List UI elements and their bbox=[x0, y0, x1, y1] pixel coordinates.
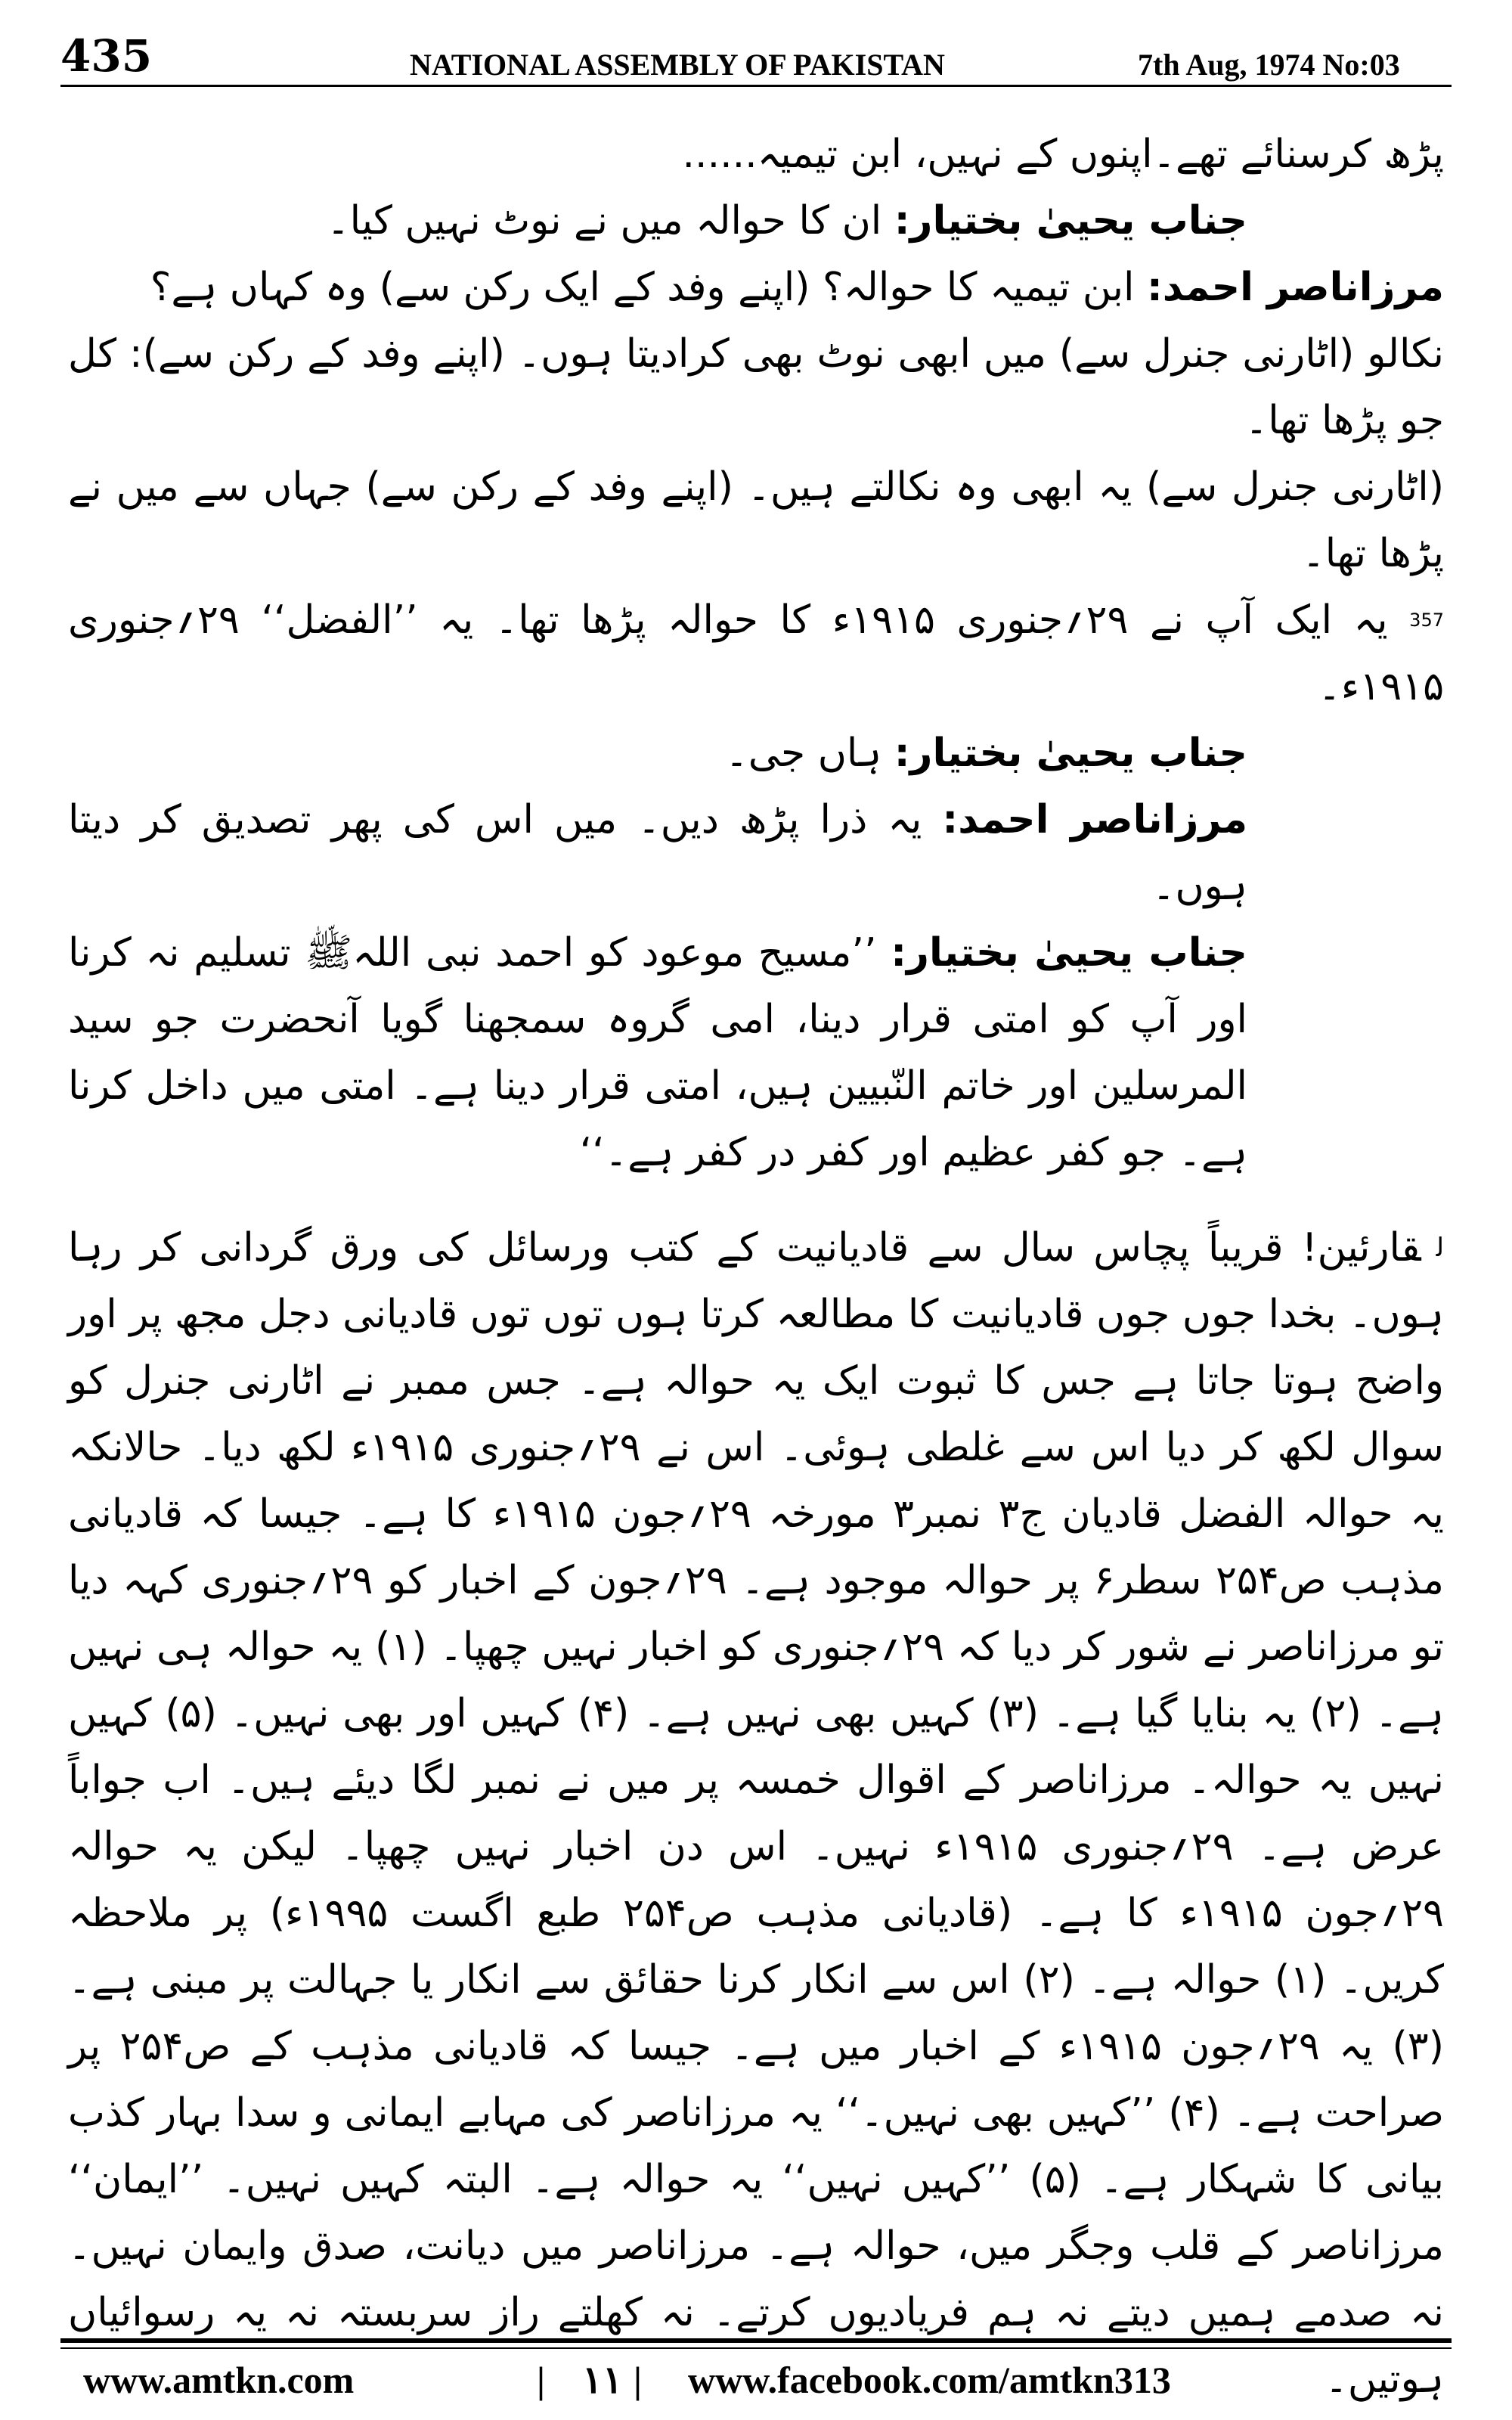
footer-page-marker: ۱۱ bbox=[582, 2359, 623, 2401]
speaker-name: جناب یحییٰ بختیار: bbox=[894, 731, 1247, 776]
line-text: ’’مسیح موعود کو احمد نبی اللہﷺ تسلیم نہ کرنا اور آپ کو امتی قرار دینا، امی گروہ سمجھنا گویا آنحضرت جو سید المرسلین اور خاتم النّبیین ہیں، امتی قرار دینا ہے۔ امتی میں داخل کرنا ہے۔ جو کفر عظیم اور کفر در کفر ہے۔‘‘ bbox=[68, 930, 1247, 1175]
line-text: (اٹارنی جنرل سے) یہ ابھی وہ نکالتے ہیں۔ (اپنے وفد کے رکن سے) جہاں سے میں نے پڑھا تھا۔ bbox=[68, 464, 1444, 576]
body-line bbox=[68, 587, 1444, 720]
body-line bbox=[68, 454, 1444, 587]
line-text: یہ ایک آپ نے ۲۹؍جنوری ۱۹۱۵ء کا حوالہ پڑھا تھا۔ یہ ’’الفضل‘‘ ۲۹؍جنوری ۱۹۱۵ء۔ bbox=[68, 597, 1444, 709]
header-title: NATIONAL ASSEMBLY OF PAKISTAN bbox=[410, 48, 945, 82]
body-line bbox=[68, 920, 1444, 1186]
speaker-name: جناب یحییٰ بختیار: bbox=[891, 930, 1247, 976]
speaker-name: مرزاناصر احمد: bbox=[1146, 265, 1444, 310]
footer-website-link[interactable]: www.amtkn.com bbox=[83, 2359, 355, 2401]
line-text: پڑھ کرسنائے تھے۔اپنوں کے نہیں، ابن تیمیہ...... bbox=[682, 132, 1444, 177]
page-number: 435 bbox=[60, 30, 153, 82]
page-footer bbox=[60, 2358, 1452, 2411]
line-text: ان کا حوالہ میں نے نوٹ نہیں کیا۔ bbox=[327, 198, 882, 244]
page-header bbox=[60, 30, 1452, 91]
section-gap bbox=[68, 1186, 1444, 1215]
footer-facebook-link[interactable]: www.facebook.com/amtkn313 bbox=[688, 2359, 1171, 2401]
footer-separator: | bbox=[634, 2359, 643, 2401]
document-body bbox=[68, 121, 1444, 2412]
line-text: یہ ذرا پڑھ دیں۔ میں اس کی پھر تصدیق کر دیتا ہوں۔ bbox=[68, 797, 1247, 909]
header-divider bbox=[60, 85, 1452, 87]
footnote-mark: ل bbox=[1436, 1233, 1444, 1263]
footer-divider-thick bbox=[60, 2338, 1452, 2343]
body-line bbox=[68, 720, 1444, 786]
body-line bbox=[68, 254, 1444, 321]
footer-separator: | bbox=[537, 2359, 546, 2401]
reference-number: 357 bbox=[1409, 610, 1444, 631]
body-line bbox=[68, 321, 1444, 454]
footnote bbox=[68, 1215, 1444, 2412]
body-line bbox=[68, 786, 1444, 920]
header-date-issue: 7th Aug, 1974 No:03 bbox=[1138, 48, 1400, 82]
line-text: نکالو (اٹارنی جنرل سے) میں ابھی نوٹ بھی کرادیتا ہوں۔ (اپنے وفد کے رکن سے): کل جو پڑھا تھا۔ bbox=[68, 331, 1444, 443]
line-text: ابن تیمیہ کا حوالہ؟ (اپنے وفد کے ایک رکن سے) وہ کہاں ہے؟ bbox=[150, 265, 1135, 310]
speaker-name: جناب یحییٰ بختیار: bbox=[894, 198, 1247, 244]
speaker-name: مرزاناصر احمد: bbox=[942, 797, 1248, 842]
footer-divider-thin bbox=[60, 2347, 1452, 2349]
footnote-text: قارئین! قریباً پچاس سال سے قادیانیت کے کتب ورسائل کی ورق گردانی کر رہا ہوں۔ بخدا جوں جوں قادیانیت کا مطالعہ کرتا ہوں توں توں قادیانی دجل مجھ پر اور واضح ہوتا جاتا ہے جس کا ثبوت ایک یہ حوالہ ہے۔ جس ممبر نے اٹارنی جنرل کو سوال لکھ کر دیا اس سے غلطی ہوئی۔ اس نے ۲۹؍جنوری ۱۹۱۵ء لکھ دیا۔ حالانکہ یہ حوالہ الفضل قادیان ج۳ نمبر۳ مورخہ ۲۹؍جون ۱۹۱۵ء کا ہے۔ جیسا کہ قادیانی مذہب ص۲۵۴ سطر۶ پر حوالہ موجود ہے۔ ۲۹؍جون کے اخبار کو ۲۹؍جنوری کہہ دیا تو مرزاناصر نے شور کر دیا کہ ۲۹؍جنوری کو اخبار نہیں چھپا۔ (۱) یہ حوالہ ہی نہیں ہے۔ (۲) یہ بنایا گیا ہے۔ (۳) کہیں بھی نہیں ہے۔ (۴) کہیں اور بھی نہیں۔ (۵) کہیں نہیں یہ حوالہ۔ مرزاناصر کے اقوال خمسہ پر میں نے نمبر لگا دیئے ہیں۔ اب جواباً عرض ہے۔ ۲۹؍جنوری ۱۹۱۵ء نہیں۔ اس دن اخبار نہیں چھپا۔ لیکن یہ حوالہ ۲۹؍جون ۱۹۱۵ء کا ہے۔ (قادیانی مذہب ص۲۵۴ طبع اگست ۱۹۹۵ء) پر ملاحظہ کریں۔ (۱) حوالہ ہے۔ (۲) اس سے انکار کرنا حقائق سے انکار یا جہالت پر مبنی ہے۔ (۳) یہ ۲۹؍جون ۱۹۱۵ء کے اخبار میں ہے۔ جیسا کہ قادیانی مذہب کے ص۲۵۴ پر صراحت ہے۔ (۴) ’’کہیں بھی نہیں۔‘‘ یہ مرزاناصر کی مہابے ایمانی و سدا بہار کذب بیانی کا شہکار ہے۔ (۵) ’’کہیں نہیں‘‘ یہ حوالہ ہے۔ البتہ کہیں نہیں۔ ’’ایمان‘‘ مرزاناصر کے قلب وجگر میں، حوالہ ہے۔ مرزاناصر میں دیانت، صدق وایمان نہیں۔ نہ صدمے ہمیں دیتے نہ ہم فریادیوں کرتے۔ نہ کھلتے راز سربستہ نہ یہ رسوائیاں ہوتیں۔ bbox=[68, 1225, 1445, 2402]
body-line bbox=[68, 121, 1444, 188]
line-text: ہاں جی۔ bbox=[725, 731, 882, 776]
body-line bbox=[68, 188, 1444, 254]
